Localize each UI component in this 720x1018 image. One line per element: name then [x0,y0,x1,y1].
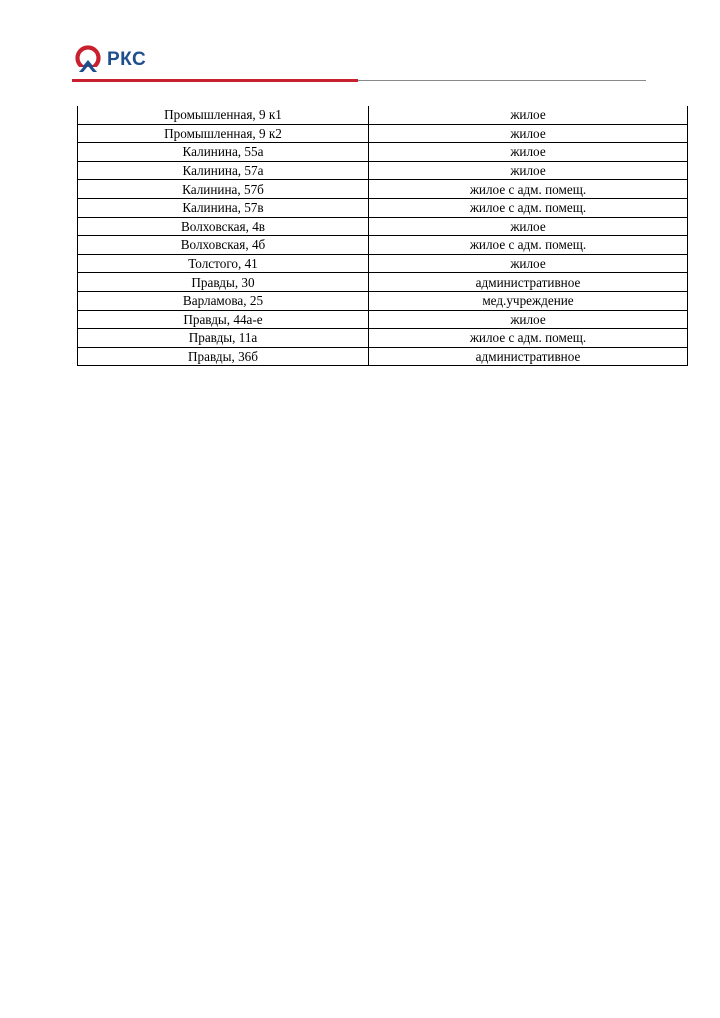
table-row [78,291,688,310]
building-type-cell: жилое с адм. помещ. [369,236,688,255]
table-row [78,198,688,217]
building-type-cell: жилое [369,143,688,162]
building-type-cell: жилое [369,217,688,236]
building-type-cell: жилое [369,106,688,124]
table-row [78,143,688,162]
table-row [78,217,688,236]
table-row [78,106,688,124]
header-rule-gray [358,80,646,81]
table-row [78,347,688,366]
table-row [78,273,688,292]
address-cell: Варламова, 25 [78,291,369,310]
table-row [78,236,688,255]
table-row [78,254,688,273]
address-cell: Волховская, 4в [78,217,369,236]
buildings-table [77,106,687,366]
building-type-cell: жилое [369,124,688,143]
table-row [78,329,688,348]
address-cell: Промышленная, 9 к2 [78,124,369,143]
building-type-cell: жилое с адм. помещ. [369,180,688,199]
header-rule-red [72,79,358,82]
table-row [78,180,688,199]
logo-text: РКС [107,48,147,70]
building-type-cell: административное [369,347,688,366]
address-cell: Правды, 30 [78,273,369,292]
address-cell: Волховская, 4б [78,236,369,255]
address-cell: Калинина, 55а [78,143,369,162]
address-cell: Промышленная, 9 к1 [78,106,369,124]
building-type-cell: жилое [369,161,688,180]
table-row [78,310,688,329]
page-header [74,44,146,74]
table-row [78,124,688,143]
address-cell: Правды, 44а-е [78,310,369,329]
building-type-cell: мед.учреждение [369,291,688,310]
building-type-cell: жилое с адм. помещ. [369,198,688,217]
address-cell: Правды, 11а [78,329,369,348]
address-cell: Правды, 36б [78,347,369,366]
rks-drop-arrow-icon [74,45,102,73]
building-type-cell: жилое с адм. помещ. [369,329,688,348]
building-type-cell: жилое [369,254,688,273]
building-type-cell: жилое [369,310,688,329]
address-cell: Толстого, 41 [78,254,369,273]
address-cell: Калинина, 57а [78,161,369,180]
address-cell: Калинина, 57б [78,180,369,199]
building-type-cell: административное [369,273,688,292]
table-row [78,161,688,180]
address-cell: Калинина, 57в [78,198,369,217]
